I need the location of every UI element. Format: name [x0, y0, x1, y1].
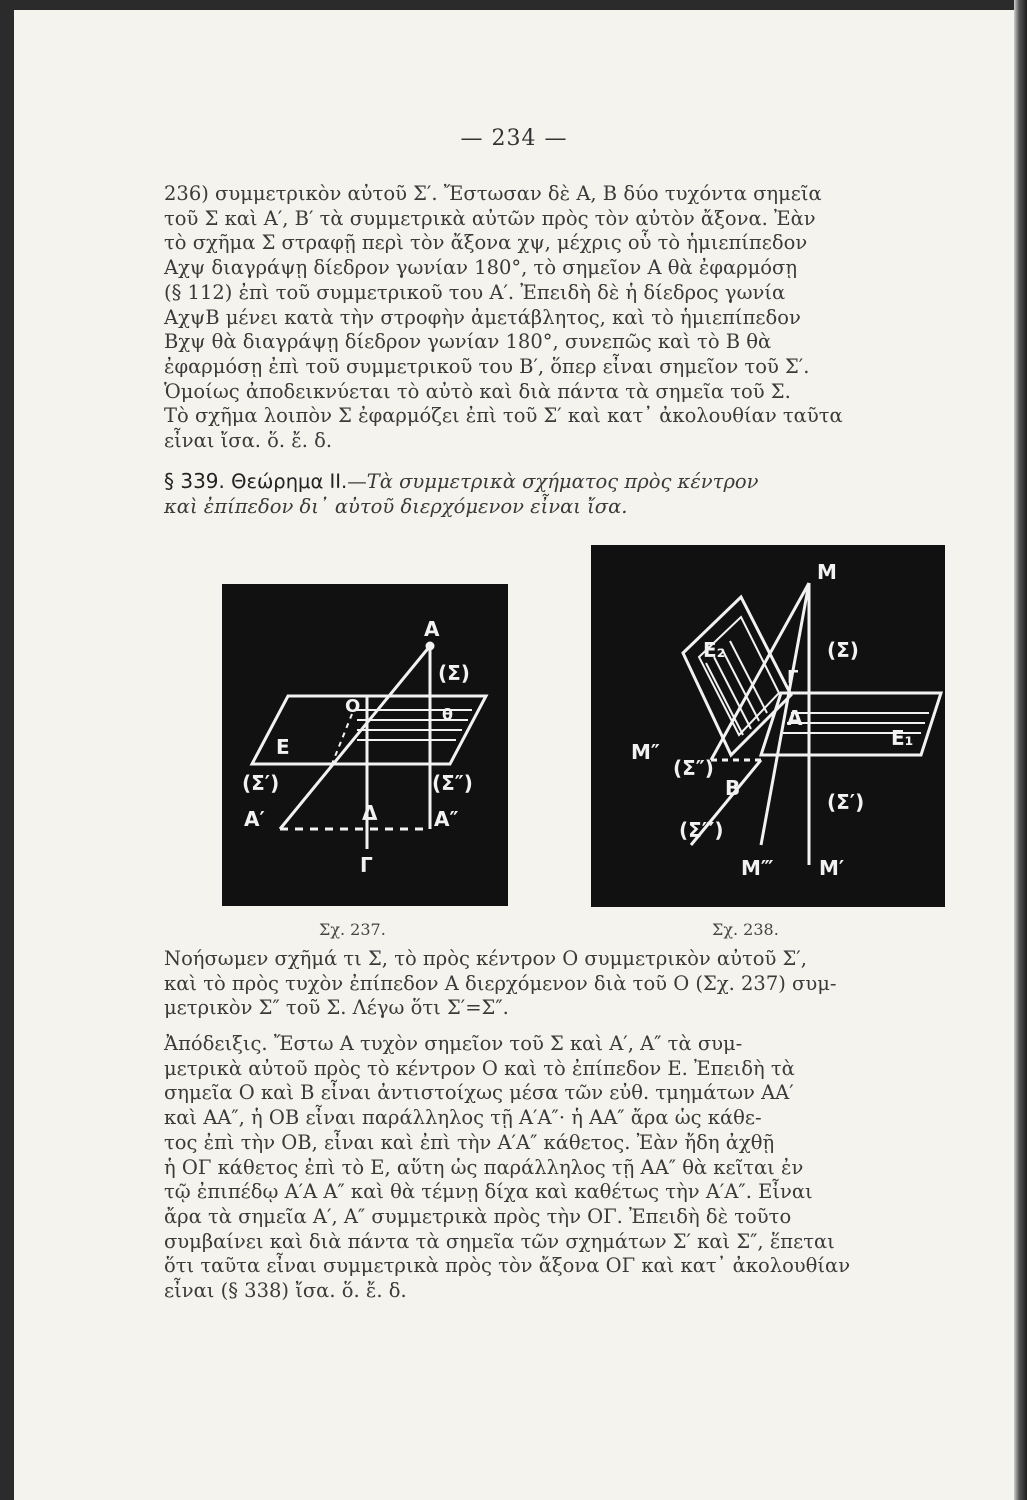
theorem-name: Θεώρημα ΙΙ.: [231, 470, 348, 493]
label-sigma: (Σ): [438, 661, 470, 685]
paragraph-1: [164, 182, 996, 454]
text-line: ὅτι ταῦτα εἶναι συμμετρικὰ πρὸς τὸν ἄξονα ΟΓ καὶ κατ᾽ ἀκολουθίαν: [164, 1254, 851, 1278]
text-line: μετρικὰ αὐτοῦ πρὸς τὸ κέντρον Ο καὶ τὸ ἐπίπεδον Ε. Ἐπειδὴ τὰ: [164, 1056, 795, 1080]
text-line: μετρικὸν Σ″ τοῦ Σ. Λέγω ὅτι Σ′=Σ″.: [164, 996, 509, 1020]
label-M-prime: Μ′: [819, 856, 845, 880]
text-line: τῷ ἐπιπέδῳ Α′Α Α″ καὶ θὰ τέμνῃ δίχα καὶ καθέτως τὴν Α′Α″. Εἶναι: [164, 1180, 813, 1204]
label-E1: Ε₁: [891, 726, 914, 750]
paragraph-3: [164, 1032, 996, 1304]
text-line: τος ἐπὶ τὴν ΟΒ, εἶναι καὶ ἐπὶ τὴν Α′Α″ κάθετος. Ἐὰν ἤδη ἀχθῇ: [164, 1130, 775, 1154]
book-page: [14, 10, 1014, 1500]
text-line: Ὁμοίως ἀποδεικνύεται τὸ αὐτὸ καὶ διὰ πάντα τὰ σημεῖα τοῦ Σ.: [164, 379, 791, 403]
text-line: ΑχψΒ μένει κατὰ τὴν στροφὴν ἀμετάβλητος, καὶ τὸ ἡμιεπίπεδον: [164, 305, 801, 329]
text-line: εἶναι (§ 338) ἴσα. ὅ. ἔ. δ.: [164, 1279, 407, 1303]
label-O: Ο: [345, 696, 361, 717]
label-A-dprime: Α″: [434, 807, 459, 831]
label-sigma-prime: (Σ′): [827, 790, 865, 814]
text-line: τὸ σχῆμα Σ στραφῇ περὶ τὸν ἄξονα χψ, μέχρις οὗ τὸ ἡμιεπίπεδον: [164, 231, 808, 255]
text-line: σημεῖα Ο καὶ Β εἶναι ἀντιστοίχως μέσα τῶν εὐθ. τμημάτων ΑΑ′: [164, 1081, 794, 1105]
text-line: Αχψ διαγράψῃ δίεδρον γωνίαν 180°, τὸ σημεῖον Α θὰ ἐφαρμόσῃ: [164, 256, 798, 280]
label-sigma-prime: (Σ′): [242, 771, 280, 795]
label-A-prime: Α′: [244, 807, 265, 831]
theorem-dash: —: [347, 470, 367, 493]
page-edge-shadow: [1014, 0, 1027, 1500]
label-A: Α: [787, 706, 803, 730]
text-line: καὶ ΑΑ″, ἡ ΟΒ εἶναι παράλληλος τῇ Α′Α″· ἡ ΑΑ″ ἄρα ὡς κάθε-: [164, 1106, 762, 1130]
paragraph-2: [164, 947, 996, 1021]
theorem-heading: [164, 469, 996, 519]
label-gamma: Γ: [787, 667, 799, 688]
text-line: καὶ τὸ πρὸς τυχὸν ἐπίπεδον Α διερχόμενον διὰ τοῦ Ο (Σχ. 237) συμ-: [164, 971, 837, 995]
text-line: Τὸ σχῆμα λοιπὸν Σ ἐφαρμόζει ἐπὶ τοῦ Σ′ καὶ κατ᾽ ἀκολουθίαν ταῦτα: [164, 404, 843, 428]
label-A: Α: [424, 617, 440, 641]
label-M: Μ: [817, 560, 837, 584]
figure-238-caption: Σχ. 238.: [712, 920, 779, 939]
figure-238: [591, 545, 945, 907]
text-line: εἶναι ἴσα. ὅ. ἔ. δ.: [164, 429, 333, 453]
section-number: § 339.: [164, 469, 225, 493]
label-sigma-dprime: (Σ″): [432, 771, 473, 795]
text-line: συμβαίνει καὶ διὰ πάντα τὰ σημεῖα τῶν σχημάτων Σ′ καὶ Σ″, ἕπεται: [164, 1229, 835, 1253]
label-M-tprime: Μ‴: [741, 856, 774, 880]
figure-237-diagram: [222, 584, 508, 906]
label-gamma: Γ: [360, 853, 373, 877]
figure-237: [222, 584, 508, 906]
theorem-statement-2: καὶ ἐπίπεδον δι᾽ αὐτοῦ διερχόμενον εἶναι ἴσα.: [164, 494, 628, 518]
label-E2: Ε₂: [703, 638, 726, 662]
text-line: 236) συμμετρικὸν αὐτοῦ Σ′. Ἔστωσαν δὲ Α, Β δύο τυχόντα σημεῖα: [164, 182, 822, 205]
text-line: Ἀπόδειξις. Ἔστω Α τυχὸν σημεῖον τοῦ Σ καὶ Α′, Α″ τὰ συμ-: [164, 1032, 743, 1055]
text-line: ἐφαρμόσῃ ἐπὶ τοῦ συμμετρικοῦ του Β′, ὅπερ εἶναι σημεῖον τοῦ Σ′.: [164, 354, 810, 378]
text-line: ἡ ΟΓ κάθετος ἐπὶ τὸ Ε, αὕτη ὡς παράλληλος τῇ ΑΑ″ θὰ κεῖται ἐν: [164, 1155, 804, 1179]
text-line: Νοήσωμεν σχῆμά τι Σ, τὸ πρὸς κέντρον Ο συμμετρικὸν αὐτοῦ Σ′,: [164, 947, 807, 970]
text-line: τοῦ Σ καὶ Α′, Β′ τὰ συμμετρικὰ αὐτῶν πρὸς τὸν αὐτὸν ἄξονα. Ἐὰν: [164, 206, 816, 230]
label-delta: Δ: [362, 801, 378, 825]
figure-237-caption: Σχ. 237.: [319, 920, 386, 939]
label-sigma-dprime: (Σ″): [673, 756, 714, 780]
label-B: Β: [725, 776, 741, 800]
label-sigma: (Σ): [827, 638, 859, 662]
figure-238-diagram: [591, 545, 945, 907]
label-theta: θ: [442, 705, 453, 724]
theorem-statement-1: Τὰ συμμετρικὰ σχήματος πρὸς κέντρον: [366, 470, 759, 493]
label-sigma-tprime: (Σ‴): [679, 818, 724, 842]
label-E: Ε: [276, 735, 290, 759]
page-number: — 234 —: [460, 126, 568, 151]
text-line: (§ 112) ἐπὶ τοῦ συμμετρικοῦ του Α′. Ἐπειδὴ δὲ ἡ δίεδρος γωνία: [164, 280, 786, 304]
label-M-dprime: Μ″: [631, 740, 660, 764]
text-line: Βχψ θὰ διαγράψῃ δίεδρον γωνίαν 180°, συνεπῶς καὶ τὸ Β θὰ: [164, 330, 772, 354]
text-line: ἄρα τὰ σημεῖα Α′, Α″ συμμετρικὰ πρὸς τὴν ΟΓ. Ἐπειδὴ δὲ τοῦτο: [164, 1204, 792, 1228]
